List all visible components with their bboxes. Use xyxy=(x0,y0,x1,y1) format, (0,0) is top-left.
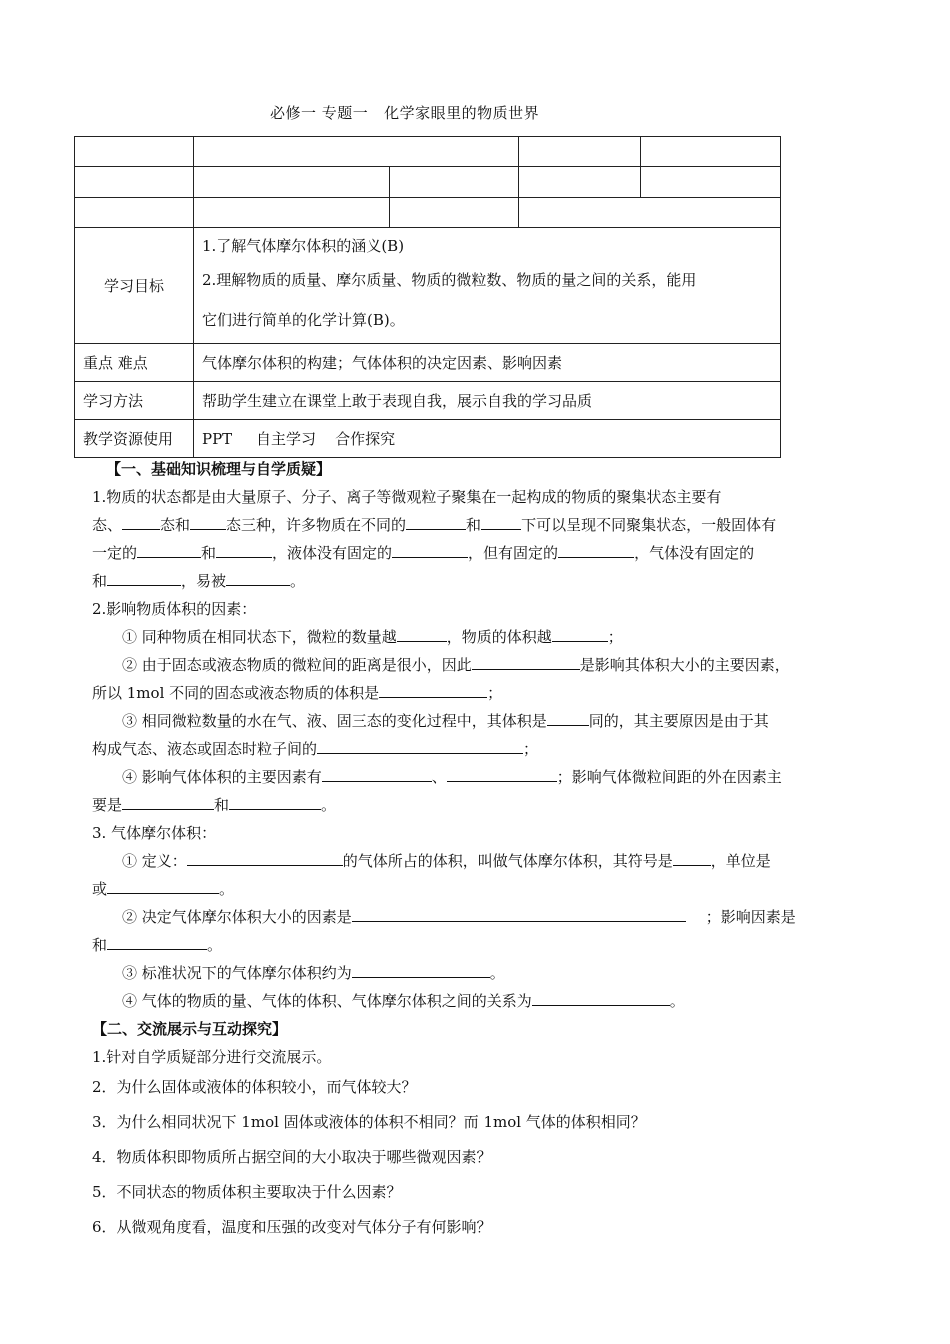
text: 和 xyxy=(92,572,108,590)
blank[interactable] xyxy=(107,934,207,950)
p2-heading: 2.影响物质体积的因素： xyxy=(92,600,257,618)
text: ② 由于固态或液态物质的微粒间的距离是很小，因此 xyxy=(122,656,472,674)
blank[interactable] xyxy=(107,878,219,894)
goal-2a: 2.理解物质的质量、摩尔质量、物质的微粒数、物质的量之间的关系，能用 xyxy=(202,270,697,289)
p3-item3 xyxy=(122,962,505,983)
blank[interactable] xyxy=(187,850,343,866)
text: 态和 xyxy=(160,516,191,534)
text: ④ 气体的物质的量、气体的体积、气体摩尔体积之间的关系为 xyxy=(122,992,532,1010)
text: 和 xyxy=(466,516,482,534)
p3-heading: 3. 气体摩尔体积： xyxy=(92,824,217,842)
table-row-goals xyxy=(75,228,781,344)
blank[interactable] xyxy=(226,570,290,586)
blank[interactable] xyxy=(547,710,589,726)
blank[interactable] xyxy=(379,682,487,698)
blank[interactable] xyxy=(392,542,468,558)
p3-item2 xyxy=(122,906,796,927)
blank[interactable] xyxy=(322,766,432,782)
text: 一定的 xyxy=(92,544,138,562)
table-row-key xyxy=(75,344,781,382)
text: ，单位是 xyxy=(710,852,771,870)
text: ，物质的体积越 xyxy=(446,628,552,646)
blank[interactable] xyxy=(447,766,557,782)
text: 同的，其主要原因是由于其 xyxy=(588,712,769,730)
table-row xyxy=(75,137,781,167)
table-cell xyxy=(519,198,781,228)
blank[interactable] xyxy=(481,514,521,530)
method-label: 学习方法 xyxy=(75,382,194,420)
p2-item3-cont xyxy=(92,738,538,759)
text: ； xyxy=(487,684,503,702)
p3-item1 xyxy=(122,850,771,871)
table-row-resource xyxy=(75,420,781,458)
page-title: 必修一 专题一 化学家眼里的物质世界 xyxy=(270,104,540,122)
text: 所以 1mol 不同的固态或液态物质的体积是 xyxy=(92,684,380,702)
p3-item4 xyxy=(122,990,685,1011)
text: 态、 xyxy=(92,516,123,534)
p2-item3 xyxy=(122,710,769,731)
question-4: 4．物质体积即物质所占据空间的大小取决于哪些微观因素？ xyxy=(92,1148,492,1166)
table-row xyxy=(75,167,781,198)
text: ；影响因素是 xyxy=(705,908,796,926)
blank[interactable] xyxy=(122,794,214,810)
text: ② 决定气体摩尔体积大小的因素是 xyxy=(122,908,352,926)
goal-content xyxy=(194,228,781,344)
text: 态三种，许多物质在不同的 xyxy=(226,516,407,534)
p3-item1-cont xyxy=(92,878,234,899)
text: 。 xyxy=(321,796,337,814)
resource-label: 教学资源使用 xyxy=(75,420,194,458)
table-cell xyxy=(519,167,641,198)
blank[interactable] xyxy=(406,514,466,530)
table-cell xyxy=(194,198,390,228)
blank[interactable] xyxy=(552,626,608,642)
text: ； xyxy=(607,628,623,646)
p2-item2-cont xyxy=(92,682,502,703)
text: 。 xyxy=(290,572,306,590)
table-row-method xyxy=(75,382,781,420)
blank[interactable] xyxy=(122,514,160,530)
blank[interactable] xyxy=(673,850,711,866)
goal-2b: 它们进行简单的化学计算(B)。 xyxy=(202,310,405,329)
section1-heading: 【一、基础知识梳理与自学质疑】 xyxy=(106,460,332,478)
blank[interactable] xyxy=(472,654,580,670)
table-cell xyxy=(75,167,194,198)
table-row xyxy=(75,198,781,228)
table-cell xyxy=(75,198,194,228)
goal-1: 1.了解气体摩尔体积的涵义(B) xyxy=(202,236,405,255)
blank[interactable] xyxy=(216,542,272,558)
key-value: 气体摩尔体积的构建；气体体积的决定因素、影响因素 xyxy=(194,344,781,382)
text: 构成气态、液态或固态时粒子间的 xyxy=(92,740,318,758)
blank[interactable] xyxy=(397,626,447,642)
text: ③ 相同微粒数量的水在气、液、固三态的变化过程中，其体积是 xyxy=(122,712,547,730)
text: 或 xyxy=(92,880,108,898)
question-5: 5．不同状态的物质体积主要取决于什么因素？ xyxy=(92,1183,402,1201)
p1-line1: 1.物质的状态都是由大量原子、分子、离子等微观粒子聚集在一起构成的物质的聚集状态主要有 xyxy=(92,488,722,506)
table-cell xyxy=(519,137,641,167)
question-6: 6．从微观角度看，温度和压强的改变对气体分子有何影响？ xyxy=(92,1218,492,1236)
p2-item4 xyxy=(122,766,782,787)
blank[interactable] xyxy=(107,570,181,586)
blank[interactable] xyxy=(558,542,634,558)
text: ④ 影响气体体积的主要因素有 xyxy=(122,768,322,786)
table-cell xyxy=(194,137,519,167)
question-3: 3．为什么相同状况下 1mol 固体或液体的体积不相同？而 1mol 气体的体积相同？ xyxy=(92,1113,646,1131)
blank[interactable] xyxy=(352,906,686,922)
text: 和 xyxy=(201,544,217,562)
p1-line2 xyxy=(92,514,776,535)
text: 。 xyxy=(489,964,505,982)
blank[interactable] xyxy=(190,514,226,530)
text: ； xyxy=(523,740,539,758)
p3-item2-cont xyxy=(92,934,222,955)
blank[interactable] xyxy=(137,542,201,558)
blank[interactable] xyxy=(532,990,670,1006)
section2-heading: 【二、交流展示与互动探究】 xyxy=(92,1020,288,1038)
blank[interactable] xyxy=(352,962,490,978)
goal-label: 学习目标 xyxy=(75,228,194,344)
text: ，液体没有固定的 xyxy=(272,544,393,562)
text: 和 xyxy=(92,936,108,954)
text: 。 xyxy=(207,936,223,954)
text: ，但有固定的 xyxy=(468,544,559,562)
key-label: 重点 难点 xyxy=(75,344,194,382)
p2-item1 xyxy=(122,626,623,647)
table-cell xyxy=(390,198,519,228)
text: 。 xyxy=(219,880,235,898)
text: 下可以呈现不同聚集状态，一般固体有 xyxy=(521,516,777,534)
p1-line3 xyxy=(92,542,754,563)
table-cell xyxy=(75,137,194,167)
text: 是影响其体积大小的主要因素， xyxy=(579,656,790,674)
table-cell xyxy=(194,167,390,198)
text: 的气体所占的体积，叫做气体摩尔体积，其符号是 xyxy=(342,852,673,870)
question-1: 1.针对自学质疑部分进行交流展示。 xyxy=(92,1048,332,1066)
method-value: 帮助学生建立在课堂上敢于表现自我，展示自我的学习品质 xyxy=(194,382,781,420)
text: ① 定义： xyxy=(122,852,187,870)
table-cell xyxy=(641,137,781,167)
blank[interactable] xyxy=(229,794,321,810)
p1-line4 xyxy=(92,570,305,591)
question-2: 2．为什么固体或液体的体积较小，而气体较大？ xyxy=(92,1078,417,1096)
text: ③ 标准状况下的气体摩尔体积约为 xyxy=(122,964,352,982)
text: 。 xyxy=(669,992,685,1010)
text: ，气体没有固定的 xyxy=(634,544,755,562)
text: ① 同种物质在相同状态下，微粒的数量越 xyxy=(122,628,397,646)
info-table xyxy=(74,136,781,458)
p2-item4-cont xyxy=(92,794,336,815)
table-cell xyxy=(390,167,519,198)
text: 要是 xyxy=(92,796,123,814)
resource-value: PPT 自主学习 合作探究 xyxy=(194,420,781,458)
table-cell xyxy=(641,167,781,198)
text: 和 xyxy=(214,796,230,814)
text: ；影响气体微粒间距的外在因素主 xyxy=(556,768,782,786)
blank[interactable] xyxy=(317,738,523,754)
p2-item2 xyxy=(122,654,790,675)
text: ，易被 xyxy=(181,572,227,590)
text: 、 xyxy=(431,768,447,786)
